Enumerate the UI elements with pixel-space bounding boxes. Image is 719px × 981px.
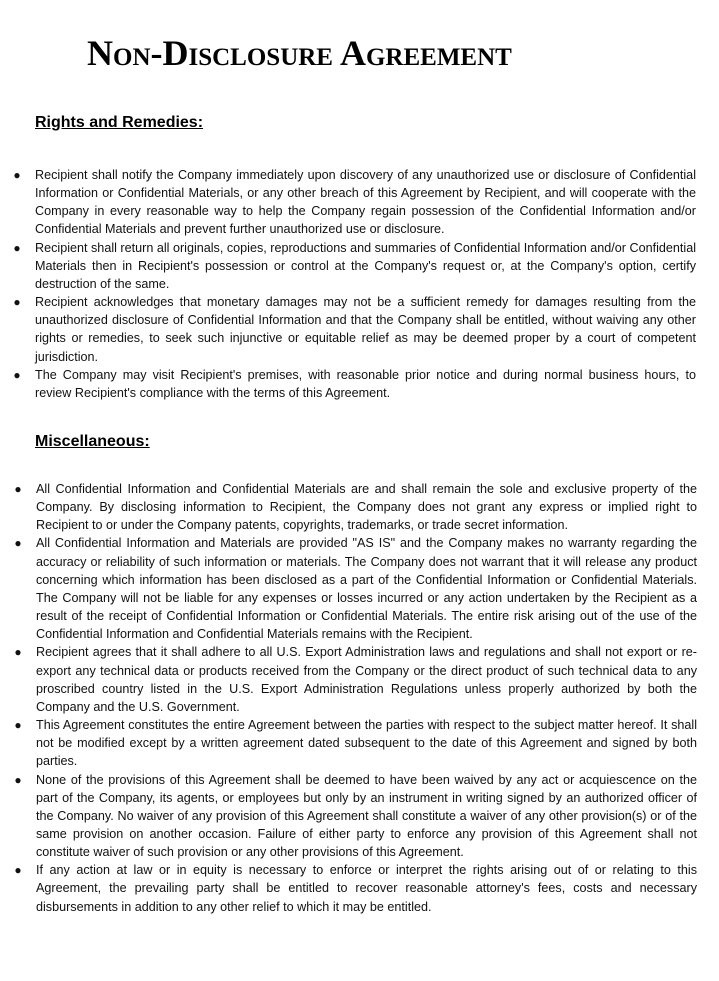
list-item bbox=[13, 366, 696, 402]
list-item bbox=[14, 480, 697, 534]
list-item-text: Recipient acknowledges that monetary damages may not be a sufficient remedy for damages resulting from the unauthorized disclosure of Confidential Information and that the Company shall be entitled, without waiving any other rights or remedies, to seek such injunctive or equitable relief as may be deemed proper by a court of competent jurisdiction. bbox=[35, 295, 696, 364]
bullet-icon: ● bbox=[14, 772, 22, 787]
list-item bbox=[14, 716, 697, 770]
list-item bbox=[14, 643, 697, 716]
list-item bbox=[13, 166, 696, 239]
list-item-text: All Confidential Information and Confidential Materials are and shall remain the sole and exclusive property of the Company. By disclosing information to Recipient, the Company does not grant any express or implied right to Recipient to or under the Company patents, copyrights, trademarks, or trade secret information. bbox=[36, 482, 697, 533]
list-item bbox=[13, 239, 696, 293]
bullet-icon: ● bbox=[14, 536, 22, 551]
list-item-text: If any action at law or in equity is necessary to enforce or interpret the rights arising out of or relating to this Agreement, the prevailing party shall be entitled to recover reasonable attorney's fees, costs and necessary disbursements in addition to any other relief to which it may be entitled. bbox=[36, 863, 697, 914]
list-item-text: The Company may visit Recipient's premises, with reasonable prior notice and during normal business hours, to review Recipient's compliance with the terms of this Agreement. bbox=[35, 367, 696, 400]
bullet-icon: ● bbox=[13, 240, 21, 255]
bullet-icon: ● bbox=[14, 645, 22, 660]
section-heading-miscellaneous: Miscellaneous: bbox=[35, 433, 150, 450]
list-item-text: This Agreement constitutes the entire Agreement between the parties with respect to the subject matter hereof. It shall not be modified except by a written agreement dated subsequent to the date of this Agreement and signed by both parties. bbox=[36, 718, 697, 769]
bullet-icon: ● bbox=[13, 367, 21, 382]
section-heading-rights-and-remedies: Rights and Remedies: bbox=[35, 114, 204, 131]
list-item-text: All Confidential Information and Materials are provided "AS IS" and the Company makes no warranty regarding the accuracy or reliability of such information or materials. The Company does not warrant that it will release any product concerning which information has been disclosed as a part of the Confidential Information or Confidential Materials. The Company will not be liable for any expenses or losses incurred or any action undertaken by the Recipient as a result of the receipt of Confidential Information or Confidential Materials. The entire risk arising out of the use of the Confidential Information and Confidential Materials remains with the Recipient. bbox=[36, 536, 697, 642]
list-item bbox=[14, 534, 697, 643]
list-item bbox=[14, 771, 697, 862]
rights-and-remedies-list bbox=[13, 166, 696, 402]
bullet-icon: ● bbox=[13, 295, 21, 310]
miscellaneous-list bbox=[14, 480, 697, 916]
bullet-icon: ● bbox=[14, 863, 22, 878]
list-item bbox=[14, 861, 697, 915]
list-item-text: Recipient agrees that it shall adhere to all U.S. Export Administration laws and regulations and shall not export or re-export any technical data or products received from the Company or the direct product of such technical data to any proscribed country listed in the U.S. Export Administration Regulations unless properly authorized by both the Company and the U.S. Government. bbox=[36, 645, 697, 714]
bullet-icon: ● bbox=[14, 482, 22, 496]
bullet-icon: ● bbox=[14, 718, 22, 733]
list-item-text: Recipient shall return all originals, copies, reproductions and summaries of Confidential Information and/or Confidential Materials then in Recipient's possession or control at the Company's request or, at the Company's option, certify destruction of the same. bbox=[35, 240, 696, 291]
list-item bbox=[13, 293, 696, 366]
list-item-text: Recipient shall notify the Company immediately upon discovery of any unauthorized use or disclosure of Confidential Information or Confidential Materials, or any other breach of this Agreement by Recipient, and will cooperate with the Company in every reasonable way to help the Company regain possession of the Confidential Information and/or Confidential Materials and prevent further unauthorized use or disclosure. bbox=[35, 168, 696, 237]
bullet-icon: ● bbox=[13, 168, 21, 182]
document-title: Non-Disclosure Agreement bbox=[87, 33, 512, 73]
list-item-text: None of the provisions of this Agreement shall be deemed to have been waived by any act or acquiescence on the part of the Company, its agents, or employees but only by an instrument in writing signed by an authorized officer of the Company. No waiver of any provision of this Agreement shall constitute a waiver of any other provision(s) or of the same provision on another occasion. Failure of either party to enforce any provision of this Agreement shall not constitute waiver of such provision or any other provisions of this Agreement. bbox=[36, 772, 697, 860]
